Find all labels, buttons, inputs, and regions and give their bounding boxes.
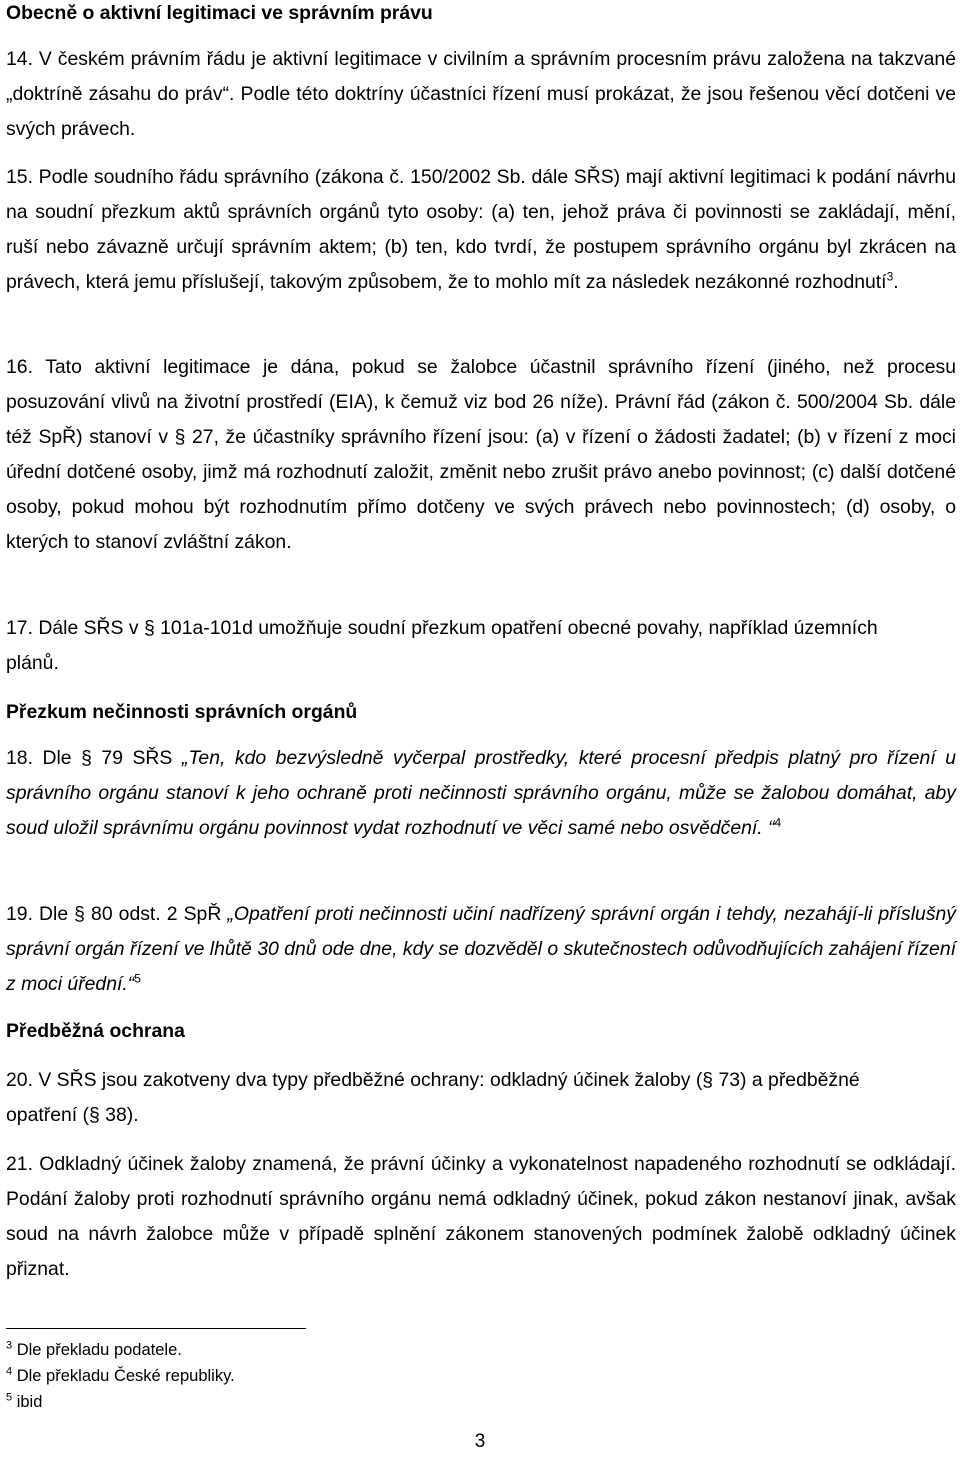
- footnote-4: [6, 1366, 235, 1386]
- paragraph-19-quote: „Opatření proti nečinnosti učiní nadřízený správní orgán i tehdy, nezahájí-li příslušný správní orgán řízení ve lhůtě 30 dnů ode dne, kdy se dozvěděl o skutečnostech odůvodňujících zahájení řízení z moci úřední.“: [6, 903, 956, 995]
- paragraph-17: 17. Dále SŘS v § 101a-101d umožňuje soudní přezkum opatření obecné povahy, například územních plánů.: [6, 617, 878, 674]
- footnote-3-number: 3: [6, 1339, 13, 1352]
- footnote-ref-4: 4: [774, 815, 782, 830]
- footnote-5-text: ibid: [16, 1393, 43, 1411]
- paragraph-18-lead: 18. Dle § 79 SŘS: [6, 747, 182, 769]
- footnote-4-text: Dle překladu České republiky.: [16, 1367, 235, 1385]
- paragraph-19: [6, 897, 956, 1002]
- paragraph-15-end: .: [893, 271, 899, 293]
- footnote-ref-5: 5: [134, 971, 141, 986]
- paragraph-21: 21. Odkladný účinek žaloby znamená, že právní účinky a vykonatelnost napadeného rozhodnutí se odkládají. Podání žaloby proti rozhodnutí správního orgánu nemá odkladný účinek, pokud zákon nestanoví jinak, avšak soud na návrh žalobce může v případě splnění zákonem stanovených podmínek žalobě odkladný účinek přiznat.: [6, 1153, 956, 1280]
- page-number: 3: [474, 1431, 486, 1452]
- section-heading-inaction-review: Přezkum nečinnosti správních orgánů: [6, 701, 358, 723]
- footnote-5: [6, 1392, 42, 1412]
- section-heading-active-legitimacy: Obecně o aktivní legitimaci ve správním právu: [6, 2, 433, 24]
- paragraph-19-lead: 19. Dle § 80 odst. 2 SpŘ: [6, 903, 228, 925]
- paragraph-14: 14. V českém právním řádu je aktivní legitimace v civilním a správním procesním právu založena na takzvané „doktríně zásahu do práv“. Podle této doktríny účastníci řízení musí prokázat, že jsou řešenou věcí dotčeni ve svých právech.: [6, 48, 956, 140]
- footnote-4-number: 4: [6, 1365, 13, 1378]
- footnote-ref-3: 3: [886, 269, 894, 284]
- footnote-3-text: Dle překladu podatele.: [16, 1341, 182, 1359]
- paragraph-18-quote: „Ten, kdo bezvýsledně vyčerpal prostředky, které procesní předpis platný pro řízení u správního orgánu stanoví k jeho ochraně proti nečinnosti správního orgánu, může se žalobou domáhat, aby soud uložil správnímu orgánu povinnost vydat rozhodnutí ve věci samé nebo osvědčení. “: [6, 747, 956, 839]
- section-heading-interim-protection: Předběžná ochrana: [6, 1020, 185, 1042]
- paragraph-18: [6, 741, 956, 846]
- footnote-5-number: 5: [6, 1391, 13, 1404]
- paragraph-20: 20. V SŘS jsou zakotveny dva typy předběžné ochrany: odkladný účinek žaloby (§ 73) a předběžné opatření (§ 38).: [6, 1069, 860, 1126]
- paragraph-15-text: 15. Podle soudního řádu správního (zákona č. 150/2002 Sb. dále SŘS) mají aktivní legitimaci k podání návrhu na soudní přezkum aktů správních orgánů tyto osoby: (a) ten, jehož práva či povinnosti se zakládají, mění, ruší nebo závazně určují správním aktem; (b) ten, kdo tvrdí, že postupem správního orgánu byl zkrácen na právech, která jemu příslušejí, takovým způsobem, že to mohlo mít za následek nezákonné rozhodnutí: [6, 166, 956, 293]
- footnote-3: [6, 1340, 182, 1360]
- paragraph-16: 16. Tato aktivní legitimace je dána, pokud se žalobce účastnil správního řízení (jiného, než procesu posuzování vlivů na životní prostředí (EIA), k čemuž viz bod 26 níže). Právní řád (zákon č. 500/2004 Sb. dále též SpŘ) stanoví v § 27, že účastníky správního řízení jsou: (a) v řízení o žádosti žadatel; (b) v řízení z moci úřední dotčené osoby, jimž má rozhodnutí založit, změnit nebo zrušit právo anebo povinnost; (c) další dotčené osoby, pokud mohou být rozhodnutím přímo dotčeny ve svých právech nebo povinnostech; (d) osoby, o kterých to stanoví zvláštní zákon.: [6, 356, 956, 553]
- paragraph-15: [6, 160, 956, 300]
- footnote-divider: [6, 1328, 306, 1329]
